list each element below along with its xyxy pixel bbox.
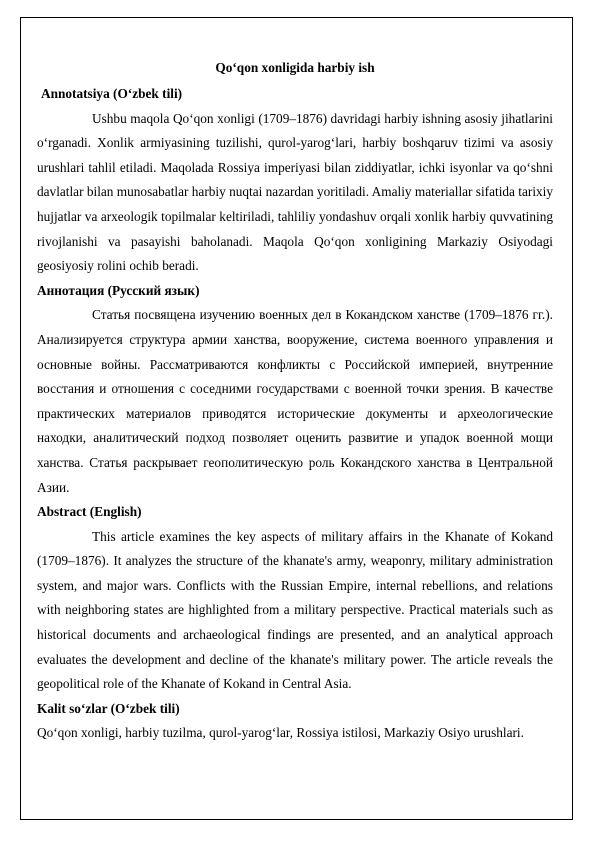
annotation-uz-text: Ushbu maqola Qo‘qon xonligi (1709–1876) davridagi harbiy ishning asosiy jihatlarini o‘rganadi. Xonlik armiyasining tuzilishi, qurol-yarog‘lari, harbiy boshqaruv tizimi va asosiy urushlari tahlil etiladi. Maqolada Rossiya imperiyasi bilan ziddiyatlar, ichki isyonlar va qo‘shni davlatlar bilan munosabatlar harbiy nuqtai nazardan yoritiladi. Amaliy materiallar sifatida tarixiy hujjatlar va arxeologik topilmalar keltiriladi, tahliliy yondashuv orqali xonlik harbiy quvvatining rivojlanishi va pasayishi baholanadi. Maqola Qo‘qon xonligining Markaziy Osiyodagi geosiyosiy rolini ochib beradi. [37, 110, 553, 274]
abstract-en-text: This article examines the key aspects of military affairs in the Khanate of Kokand (1709–1876). It analyzes the structure of the khanate's army, weaponry, military administration system, and major wars. Conflicts with the Russian Empire, internal rebellions, and relations with neighboring states are highlighted from a military perspective. Practical materials such as historical documents and archaeological findings are presented, and an analytical approach evaluates the development and decline of the khanate's military power. The article reveals the geopolitical role of the Khanate of Kokand in Central Asia. [37, 528, 553, 692]
abstract-en-heading: Abstract (English) [37, 504, 142, 520]
annotation-ru-text: Статья посвящена изучению военных дел в Кокандском ханстве (1709–1876 гг.). Анализируется структура армии ханства, вооружение, система военного управления и основные войны. Рассматриваются конфликты с Российской империей, внутренние восстания и отношения с соседними государствами с военной точки зрения. В качестве практических материалов приводятся исторические документы и археологические находки, аналитический подход позволяет оценить развитие и упадок военной мощи ханства. Статья раскрывает геополитическую роль Кокандского ханства в Центральной Азии. [37, 307, 553, 495]
keywords-heading: Kalit so‘zlar (O‘zbek tili) [37, 700, 180, 716]
annotation-uz-heading: Annotatsiya (O‘zbek tili) [41, 86, 183, 101]
annotation-ru-heading: Аннотация (Русский язык) [37, 282, 200, 298]
keywords-text: Qo‘qon xonligi, harbiy tuzilma, qurol-yarog‘lar, Rossiya istilosi, Markaziy Osiyo urushlari. [37, 725, 524, 741]
document-title: Qo‘qon xonligida harbiy ish [215, 60, 375, 75]
document-body [37, 58, 553, 746]
